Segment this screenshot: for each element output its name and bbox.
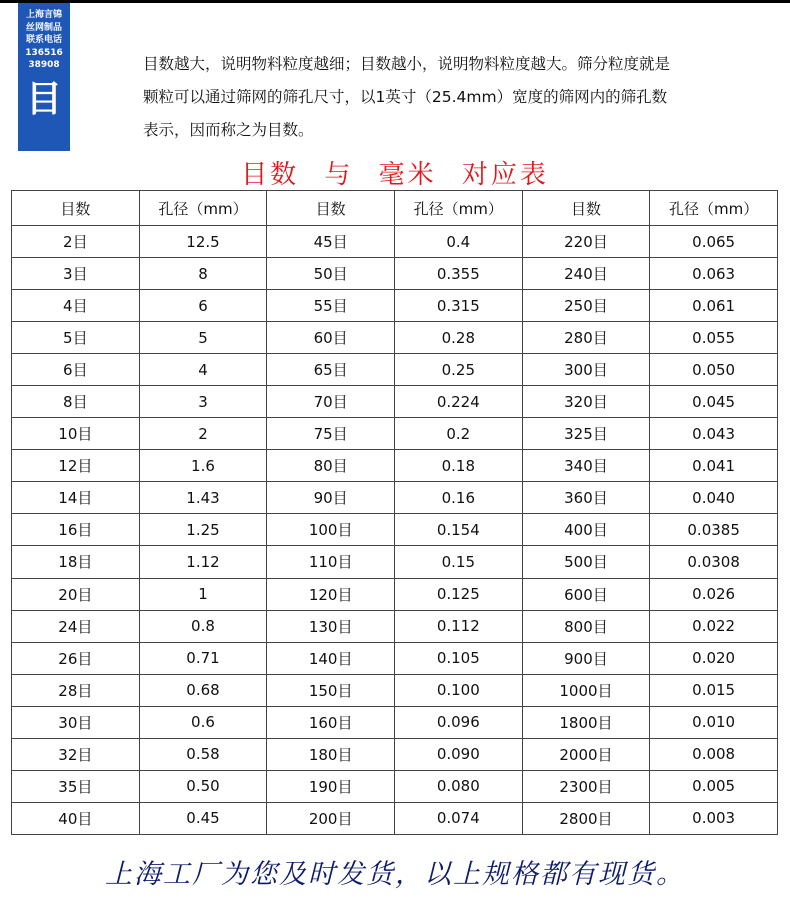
mesh-count-cell: 130目 xyxy=(267,610,395,642)
table-header-cell: 目数 xyxy=(12,191,140,226)
table-row xyxy=(12,482,778,514)
brand-big-char: 目 xyxy=(25,78,62,120)
aperture-mm-cell: 0.074 xyxy=(394,802,522,834)
mesh-count-cell: 20目 xyxy=(12,578,140,610)
aperture-mm-cell: 0.005 xyxy=(650,770,778,802)
aperture-mm-cell: 1 xyxy=(139,578,267,610)
mesh-count-cell: 30目 xyxy=(12,706,140,738)
aperture-mm-cell: 0.055 xyxy=(650,322,778,354)
mesh-count-cell: 250目 xyxy=(522,290,650,322)
aperture-mm-cell: 3 xyxy=(139,386,267,418)
brand-contact-line: 136516 xyxy=(25,47,63,58)
mesh-count-cell: 160目 xyxy=(267,706,395,738)
mesh-count-cell: 900目 xyxy=(522,642,650,674)
table-row xyxy=(12,450,778,482)
mesh-count-cell: 75目 xyxy=(267,418,395,450)
brand-contact xyxy=(18,9,70,72)
table-row xyxy=(12,354,778,386)
mesh-count-cell: 340目 xyxy=(522,450,650,482)
mesh-count-cell: 45目 xyxy=(267,226,395,258)
aperture-mm-cell: 0.16 xyxy=(394,482,522,514)
mesh-count-cell: 2800目 xyxy=(522,802,650,834)
mesh-count-cell: 150目 xyxy=(267,674,395,706)
aperture-mm-cell: 0.080 xyxy=(394,770,522,802)
table-row xyxy=(12,418,778,450)
mesh-count-cell: 360目 xyxy=(522,482,650,514)
brand-contact-line: 38908 xyxy=(28,60,60,70)
table-row xyxy=(12,738,778,770)
mesh-count-cell: 50目 xyxy=(267,258,395,290)
aperture-mm-cell: 2 xyxy=(139,418,267,450)
aperture-mm-cell: 0.154 xyxy=(394,514,522,546)
aperture-mm-cell: 0.065 xyxy=(650,226,778,258)
mesh-conversion-table xyxy=(11,190,778,835)
aperture-mm-cell: 0.315 xyxy=(394,290,522,322)
aperture-mm-cell: 0.061 xyxy=(650,290,778,322)
aperture-mm-cell: 0.020 xyxy=(650,642,778,674)
aperture-mm-cell: 0.050 xyxy=(650,354,778,386)
aperture-mm-cell: 8 xyxy=(139,258,267,290)
aperture-mm-cell: 0.015 xyxy=(650,674,778,706)
table-header-cell: 目数 xyxy=(522,191,650,226)
mesh-count-cell: 120目 xyxy=(267,578,395,610)
aperture-mm-cell: 0.68 xyxy=(139,674,267,706)
aperture-mm-cell: 0.125 xyxy=(394,578,522,610)
mesh-count-cell: 65目 xyxy=(267,354,395,386)
mesh-count-cell: 325目 xyxy=(522,418,650,450)
mesh-count-cell: 220目 xyxy=(522,226,650,258)
table-header-cell: 孔径（mm） xyxy=(394,191,522,226)
mesh-count-cell: 14目 xyxy=(12,482,140,514)
table-row xyxy=(12,642,778,674)
mesh-count-cell: 140目 xyxy=(267,642,395,674)
mesh-count-cell: 12目 xyxy=(12,450,140,482)
brand-contact-line: 上海言锦 xyxy=(25,10,62,20)
mesh-count-cell: 10目 xyxy=(12,418,140,450)
table-row xyxy=(12,226,778,258)
aperture-mm-cell: 0.041 xyxy=(650,450,778,482)
aperture-mm-cell: 0.58 xyxy=(139,738,267,770)
mesh-count-cell: 110目 xyxy=(267,546,395,578)
brand-contact-line: 联系电话 xyxy=(25,35,62,45)
mesh-count-cell: 5目 xyxy=(12,322,140,354)
aperture-mm-cell: 0.224 xyxy=(394,386,522,418)
table-row xyxy=(12,258,778,290)
aperture-mm-cell: 0.45 xyxy=(139,802,267,834)
aperture-mm-cell: 1.43 xyxy=(139,482,267,514)
table-row xyxy=(12,290,778,322)
intro-line: 表示，因而称之为目数。 xyxy=(143,121,314,139)
table-row xyxy=(12,674,778,706)
mesh-count-cell: 2300目 xyxy=(522,770,650,802)
mesh-count-cell: 80目 xyxy=(267,450,395,482)
table-header-cell: 目数 xyxy=(267,191,395,226)
intro-line: 目数越大，说明物料粒度越细；目数越小，说明物料粒度越大。筛分粒度就是 xyxy=(143,55,671,73)
intro-paragraph xyxy=(143,48,773,147)
aperture-mm-cell: 0.003 xyxy=(650,802,778,834)
aperture-mm-cell: 0.28 xyxy=(394,322,522,354)
aperture-mm-cell: 1.25 xyxy=(139,514,267,546)
aperture-mm-cell: 0.71 xyxy=(139,642,267,674)
mesh-count-cell: 800目 xyxy=(522,610,650,642)
aperture-mm-cell: 0.100 xyxy=(394,674,522,706)
mesh-count-cell: 8目 xyxy=(12,386,140,418)
mesh-count-cell: 55目 xyxy=(267,290,395,322)
table-row xyxy=(12,770,778,802)
table-row xyxy=(12,546,778,578)
mesh-count-cell: 40目 xyxy=(12,802,140,834)
table-header-cell: 孔径（mm） xyxy=(139,191,267,226)
mesh-count-cell: 26目 xyxy=(12,642,140,674)
aperture-mm-cell: 12.5 xyxy=(139,226,267,258)
mesh-count-cell: 35目 xyxy=(12,770,140,802)
mesh-count-cell: 1000目 xyxy=(522,674,650,706)
table-row xyxy=(12,706,778,738)
aperture-mm-cell: 0.105 xyxy=(394,642,522,674)
mesh-count-cell: 320目 xyxy=(522,386,650,418)
table-row xyxy=(12,322,778,354)
brand-tab xyxy=(18,3,70,151)
aperture-mm-cell: 1.6 xyxy=(139,450,267,482)
mesh-count-cell: 300目 xyxy=(522,354,650,386)
mesh-count-cell: 6目 xyxy=(12,354,140,386)
aperture-mm-cell: 0.043 xyxy=(650,418,778,450)
mesh-count-cell: 70目 xyxy=(267,386,395,418)
aperture-mm-cell: 1.12 xyxy=(139,546,267,578)
intro-line: 颗粒可以通过筛网的筛孔尺寸，以1英寸（25.4mm）宽度的筛网内的筛孔数 xyxy=(143,88,668,106)
mesh-count-cell: 200目 xyxy=(267,802,395,834)
aperture-mm-cell: 0.6 xyxy=(139,706,267,738)
aperture-mm-cell: 0.010 xyxy=(650,706,778,738)
aperture-mm-cell: 0.112 xyxy=(394,610,522,642)
mesh-count-cell: 90目 xyxy=(267,482,395,514)
brand-contact-line: 丝网制品 xyxy=(25,22,62,33)
mesh-count-cell: 240目 xyxy=(522,258,650,290)
aperture-mm-cell: 0.045 xyxy=(650,386,778,418)
aperture-mm-cell: 0.096 xyxy=(394,706,522,738)
aperture-mm-cell: 0.008 xyxy=(650,738,778,770)
aperture-mm-cell: 0.355 xyxy=(394,258,522,290)
mesh-count-cell: 2目 xyxy=(12,226,140,258)
table-row xyxy=(12,610,778,642)
table-row xyxy=(12,578,778,610)
mesh-count-cell: 4目 xyxy=(12,290,140,322)
table-row xyxy=(12,386,778,418)
mesh-count-cell: 500目 xyxy=(522,546,650,578)
aperture-mm-cell: 0.4 xyxy=(394,226,522,258)
table-row xyxy=(12,514,778,546)
mesh-count-cell: 100目 xyxy=(267,514,395,546)
mesh-count-cell: 18目 xyxy=(12,546,140,578)
mesh-count-cell: 600目 xyxy=(522,578,650,610)
mesh-count-cell: 2000目 xyxy=(522,738,650,770)
aperture-mm-cell: 0.25 xyxy=(394,354,522,386)
aperture-mm-cell: 0.18 xyxy=(394,450,522,482)
mesh-count-cell: 16目 xyxy=(12,514,140,546)
aperture-mm-cell: 6 xyxy=(139,290,267,322)
aperture-mm-cell: 0.8 xyxy=(139,610,267,642)
mesh-count-cell: 180目 xyxy=(267,738,395,770)
table-header-row xyxy=(12,191,778,226)
mesh-count-cell: 190目 xyxy=(267,770,395,802)
aperture-mm-cell: 0.026 xyxy=(650,578,778,610)
mesh-count-cell: 400目 xyxy=(522,514,650,546)
table-row xyxy=(12,802,778,834)
mesh-count-cell: 280目 xyxy=(522,322,650,354)
mesh-count-cell: 1800目 xyxy=(522,706,650,738)
aperture-mm-cell: 4 xyxy=(139,354,267,386)
table-title: 目数 与 毫米 对应表 xyxy=(241,160,549,190)
aperture-mm-cell: 5 xyxy=(139,322,267,354)
aperture-mm-cell: 0.0385 xyxy=(650,514,778,546)
aperture-mm-cell: 0.022 xyxy=(650,610,778,642)
mesh-count-cell: 60目 xyxy=(267,322,395,354)
aperture-mm-cell: 0.0308 xyxy=(650,546,778,578)
top-border-line xyxy=(0,0,790,3)
mesh-count-cell: 24目 xyxy=(12,610,140,642)
aperture-mm-cell: 0.040 xyxy=(650,482,778,514)
table-body xyxy=(12,226,778,835)
footer-slogan: 上海工厂为您及时发货，以上规格都有现货。 xyxy=(105,859,685,890)
table-header-cell: 孔径（mm） xyxy=(650,191,778,226)
mesh-count-cell: 3目 xyxy=(12,258,140,290)
aperture-mm-cell: 0.2 xyxy=(394,418,522,450)
aperture-mm-cell: 0.15 xyxy=(394,546,522,578)
mesh-count-cell: 32目 xyxy=(12,738,140,770)
aperture-mm-cell: 0.090 xyxy=(394,738,522,770)
aperture-mm-cell: 0.50 xyxy=(139,770,267,802)
aperture-mm-cell: 0.063 xyxy=(650,258,778,290)
mesh-count-cell: 28目 xyxy=(12,674,140,706)
